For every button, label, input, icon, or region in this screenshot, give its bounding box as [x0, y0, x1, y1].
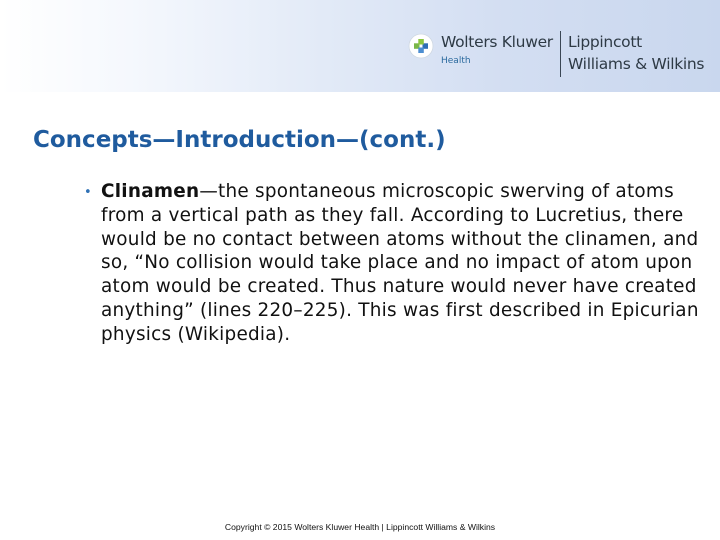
logo-partner-line2: Williams & Wilkins [568, 55, 705, 73]
logo-brand: Wolters Kluwer [441, 33, 553, 51]
footer-copyright: Copyright © 2015 Wolters Kluwer Health | Lippincott Williams & Wilkins [224, 522, 496, 532]
logo-division: Health [441, 56, 471, 66]
bullet-marker: • [84, 185, 92, 200]
wolters-kluwer-emblem-icon [408, 33, 434, 59]
logo-partner-line1: Lippincott [568, 33, 642, 51]
logo-divider [560, 31, 561, 77]
bullet-term: Clinamen [101, 181, 200, 202]
slide-title: Concepts—Introduction—(cont.) [33, 127, 446, 153]
bullet-item [101, 180, 701, 347]
bullet-body: —the spontaneous microscopic swerving of atoms from a vertical path as they fall. According to Lucretius, there would be no contact between atoms without the clinamen, and so, “No collision would take place and no impact of atom upon atom would be created. Thus nature would never have created anything” (lines 220–225). This was first described in Epicurian physics (Wikipedia). [101, 181, 699, 345]
publisher-logo [408, 28, 718, 80]
